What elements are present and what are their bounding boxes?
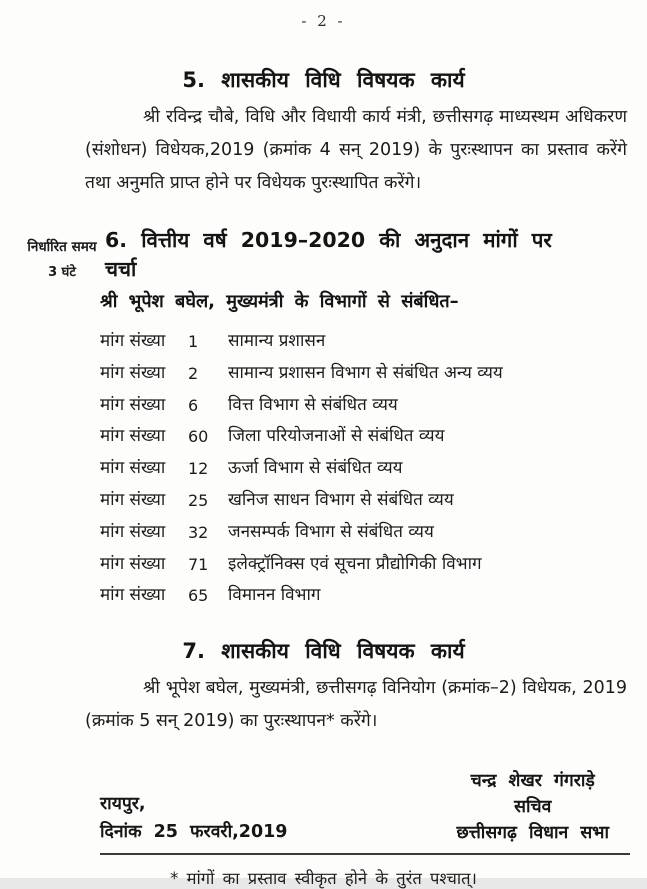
date: दिनांक 25 फरवरी,2019 (100, 822, 288, 843)
place: रायपुर, (100, 794, 146, 815)
demand-row (100, 517, 627, 549)
footnote: * मांगों का प्रस्ताव स्वीकृत होने के तुरंत पश्चात्। (170, 869, 477, 889)
demand-label: मांग संख्या (100, 362, 166, 383)
footnote-divider (100, 853, 630, 855)
place-date-block (100, 790, 287, 846)
demand-description: इलेक्ट्रॉनिक्स एवं सूचना प्रौद्योगिकी विभाग (228, 553, 482, 574)
demand-number: 12 (188, 459, 209, 479)
demand-description: सामान्य प्रशासन (228, 331, 326, 351)
section6-subheading: श्री भूपेश बघेल, मुख्यमंत्री के विभागों से संबंधित– (100, 291, 459, 312)
demand-label: मांग संख्या (100, 585, 166, 606)
demand-row (100, 390, 627, 422)
demand-row (100, 549, 627, 581)
section7-paragraph: श्री भूपेश बघेल, मुख्यमंत्री, छत्तीसगढ़ विनियोग (क्रमांक–2) विधेयक, 2019 (क्रमांक 5 सन् 2019) का पुरःस्थापन* करेंगे। (85, 678, 627, 732)
demand-row (100, 453, 627, 485)
footer (100, 768, 609, 846)
signatory-org: छत्तीसगढ़ विधान सभा (456, 823, 609, 844)
page-number: - 2 - (301, 12, 346, 30)
allotted-time-note (14, 234, 110, 286)
section6-heading: 6. वित्तीय वर्ष 2019–2020 की अनुदान मांगों पर चर्चा (105, 228, 552, 281)
demand-number: 1 (188, 332, 199, 351)
demand-label: मांग संख्या (100, 458, 166, 479)
section7-heading: 7. शासकीय विधि विषयक कार्य (182, 639, 465, 664)
demand-number: 25 (188, 490, 209, 510)
demand-description: ऊर्जा विभाग से संबंधित व्यय (228, 458, 403, 479)
demand-row (100, 358, 627, 390)
demand-label: मांग संख्या (100, 331, 166, 351)
demand-number: 2 (188, 363, 199, 383)
section6 (0, 226, 647, 612)
allotted-time-label: निर्धारित समय (27, 239, 97, 255)
demand-row (100, 580, 627, 612)
demand-description: सामान्य प्रशासन विभाग से संबंधित अन्य व्यय (228, 362, 503, 383)
demand-description: खनिज साधन विभाग से संबंधित व्यय (228, 489, 454, 510)
signatory-title: सचिव (514, 797, 552, 818)
demand-row (100, 421, 627, 453)
demand-label: मांग संख्या (100, 394, 166, 415)
signatory-name: चन्द्र शेखर गंगराड़े (470, 771, 595, 792)
demand-label: मांग संख्या (100, 489, 166, 510)
demand-number: 71 (188, 554, 209, 574)
demand-description: वित्त विभाग से संबंधित व्यय (228, 394, 398, 415)
demand-description: जनसम्पर्क विभाग से संबंधित व्यय (228, 521, 434, 542)
allotted-time-hours: 3 घंटे (48, 265, 76, 280)
demand-number: 32 (188, 522, 209, 542)
demand-number: 60 (188, 427, 209, 447)
demand-label: मांग संख्या (100, 521, 166, 542)
section5-paragraph: श्री रविन्द्र चौबे, विधि और विधायी कार्य मंत्री, छत्तीसगढ़ माध्यस्थम अधिकरण (संशोधन) विधेयक,2019 (क्रमांक 4 सन् 2019) के पुरःस्थापन का प्रस्ताव करेंगे तथा अनुमति प्राप्त होने पर विधेयक पुरःस्थापित करेंगे। (85, 107, 627, 193)
demand-number: 65 (188, 586, 209, 606)
demands-list (100, 326, 627, 612)
demand-number: 6 (188, 395, 199, 415)
demand-row (100, 326, 627, 358)
demand-label: मांग संख्या (100, 553, 166, 574)
signature-block (456, 768, 609, 846)
section5-heading: 5. शासकीय विधि विषयक कार्य (182, 68, 465, 92)
demand-label: मांग संख्या (100, 426, 166, 447)
demand-description: विमानन विभाग (228, 585, 321, 606)
demand-row (100, 485, 627, 517)
demand-description: जिला परियोजनाओं से संबंधित व्यय (228, 426, 445, 447)
